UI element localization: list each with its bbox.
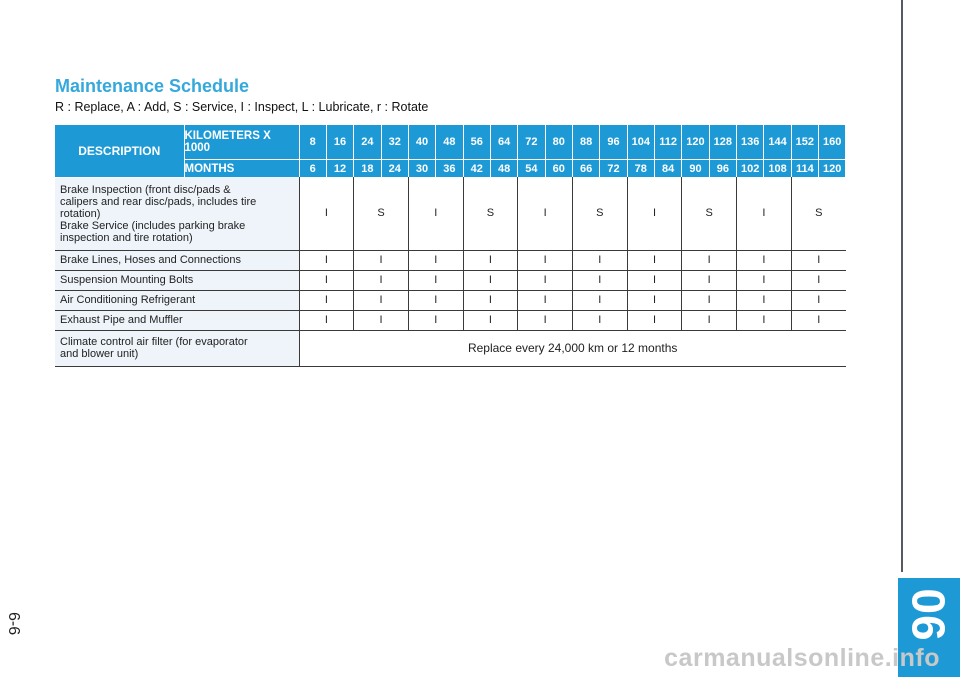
service-action-cell: I xyxy=(627,177,682,250)
service-action-cell: I xyxy=(791,310,846,330)
service-action-cell: I xyxy=(408,290,463,310)
kilometers-label: KILOMETERS X 1000 xyxy=(184,125,299,160)
month-interval-13: 84 xyxy=(654,160,681,178)
service-action-cell: I xyxy=(463,250,518,270)
table-row xyxy=(55,270,846,290)
service-action-cell: I xyxy=(737,250,792,270)
service-action-cell: I xyxy=(354,270,409,290)
service-action-cell: I xyxy=(518,290,573,310)
service-action-cell: I xyxy=(737,310,792,330)
service-action-cell: I xyxy=(572,290,627,310)
month-interval-19: 120 xyxy=(819,160,846,178)
month-interval-5: 36 xyxy=(436,160,463,178)
item-description xyxy=(55,177,299,250)
km-interval-1: 16 xyxy=(326,125,353,160)
item-description xyxy=(55,330,299,366)
service-action-cell: I xyxy=(299,177,354,250)
abbreviation-legend: R : Replace, A : Add, S : Service, I : Inspect, L : Lubricate, r : Rotate xyxy=(55,100,429,114)
month-interval-8: 54 xyxy=(518,160,545,178)
service-action-cell: S xyxy=(572,177,627,250)
km-interval-13: 112 xyxy=(654,125,681,160)
service-action-cell: I xyxy=(627,270,682,290)
month-interval-15: 96 xyxy=(709,160,736,178)
month-interval-1: 12 xyxy=(326,160,353,178)
section-title: Maintenance Schedule xyxy=(55,76,250,96)
description-line: Brake Service (includes parking brake xyxy=(60,219,246,232)
month-interval-14: 90 xyxy=(682,160,709,178)
km-interval-10: 88 xyxy=(572,125,599,160)
km-interval-12: 104 xyxy=(627,125,654,160)
service-action-cell: I xyxy=(299,270,354,290)
table-row xyxy=(55,330,846,366)
right-margin-rule xyxy=(901,0,903,572)
km-interval-9: 80 xyxy=(545,125,572,160)
service-action-cell: I xyxy=(518,310,573,330)
km-interval-5: 48 xyxy=(436,125,463,160)
km-interval-6: 56 xyxy=(463,125,490,160)
chapter-number: 06 xyxy=(902,588,955,642)
service-action-cell: I xyxy=(627,310,682,330)
description-line: Brake Inspection (front disc/pads & xyxy=(60,183,231,196)
service-action-cell: I xyxy=(572,310,627,330)
service-action-cell: I xyxy=(572,250,627,270)
service-action-cell: I xyxy=(408,310,463,330)
service-action-cell: I xyxy=(518,177,573,250)
km-interval-17: 144 xyxy=(764,125,791,160)
maintenance-schedule-table xyxy=(55,125,846,367)
service-action-cell: I xyxy=(518,270,573,290)
description-line: inspection and tire rotation) xyxy=(60,231,193,244)
service-action-cell: I xyxy=(354,290,409,310)
service-action-cell: I xyxy=(737,270,792,290)
service-action-cell: I xyxy=(299,310,354,330)
service-action-cell: I xyxy=(682,310,737,330)
service-action-cell: I xyxy=(408,270,463,290)
service-action-cell: I xyxy=(572,270,627,290)
months-label: MONTHS xyxy=(184,160,299,178)
description-line: Suspension Mounting Bolts xyxy=(60,274,194,286)
table-row xyxy=(55,290,846,310)
month-interval-6: 42 xyxy=(463,160,490,178)
service-action-cell: I xyxy=(737,177,792,250)
km-interval-14: 120 xyxy=(682,125,709,160)
km-interval-11: 96 xyxy=(600,125,627,160)
service-action-cell: I xyxy=(299,250,354,270)
service-action-cell: I xyxy=(463,270,518,290)
month-interval-3: 24 xyxy=(381,160,408,178)
service-action-cell: I xyxy=(408,177,463,250)
table-row xyxy=(55,310,846,330)
description-line: Exhaust Pipe and Muffler xyxy=(60,314,183,326)
page-number: 6-6 xyxy=(5,612,22,636)
month-interval-18: 114 xyxy=(791,160,818,178)
service-action-cell: I xyxy=(354,250,409,270)
km-interval-4: 40 xyxy=(408,125,435,160)
month-interval-11: 72 xyxy=(600,160,627,178)
month-interval-10: 66 xyxy=(572,160,599,178)
service-action-cell: I xyxy=(354,310,409,330)
month-interval-16: 102 xyxy=(737,160,764,178)
service-action-cell: I xyxy=(408,250,463,270)
service-action-cell: S xyxy=(682,177,737,250)
service-action-cell: I xyxy=(791,270,846,290)
km-interval-16: 136 xyxy=(737,125,764,160)
service-action-cell: S xyxy=(791,177,846,250)
month-interval-9: 60 xyxy=(545,160,572,178)
table-row xyxy=(55,177,846,250)
km-interval-0: 8 xyxy=(299,125,326,160)
month-interval-17: 108 xyxy=(764,160,791,178)
description-header: DESCRIPTION xyxy=(55,125,184,177)
km-interval-19: 160 xyxy=(819,125,846,160)
service-action-cell: I xyxy=(463,290,518,310)
service-action-cell: I xyxy=(299,290,354,310)
month-interval-0: 6 xyxy=(299,160,326,178)
service-action-cell: I xyxy=(791,250,846,270)
month-interval-7: 48 xyxy=(490,160,517,178)
service-action-cell: I xyxy=(682,250,737,270)
item-description xyxy=(55,310,299,330)
description-line: rotation) xyxy=(60,207,101,220)
kilometers-header-row xyxy=(55,125,846,160)
description-line: and blower unit) xyxy=(60,348,139,360)
description-line: Climate control air filter (for evaporator xyxy=(60,336,248,348)
service-action-cell: S xyxy=(463,177,518,250)
km-interval-18: 152 xyxy=(791,125,818,160)
service-action-cell: I xyxy=(627,290,682,310)
service-action-cell: I xyxy=(518,250,573,270)
description-line: Air Conditioning Refrigerant xyxy=(60,294,196,306)
service-action-cell: I xyxy=(791,290,846,310)
service-action-cell: I xyxy=(682,270,737,290)
description-line: Brake Lines, Hoses and Connections xyxy=(60,254,241,266)
service-action-cell: I xyxy=(463,310,518,330)
interval-note: Replace every 24,000 km or 12 months xyxy=(299,330,846,366)
item-description xyxy=(55,250,299,270)
service-action-cell: I xyxy=(737,290,792,310)
km-interval-15: 128 xyxy=(709,125,736,160)
item-description xyxy=(55,290,299,310)
description-line: calipers and rear disc/pads, includes tire xyxy=(60,195,257,208)
service-action-cell: S xyxy=(354,177,409,250)
service-action-cell: I xyxy=(627,250,682,270)
service-action-cell: I xyxy=(682,290,737,310)
month-interval-12: 78 xyxy=(627,160,654,178)
month-interval-2: 18 xyxy=(354,160,381,178)
km-interval-8: 72 xyxy=(518,125,545,160)
km-interval-2: 24 xyxy=(354,125,381,160)
item-description xyxy=(55,270,299,290)
watermark: carmanualsonline.info xyxy=(664,644,940,672)
table-row xyxy=(55,250,846,270)
km-interval-7: 64 xyxy=(490,125,517,160)
month-interval-4: 30 xyxy=(408,160,435,178)
km-interval-3: 32 xyxy=(381,125,408,160)
